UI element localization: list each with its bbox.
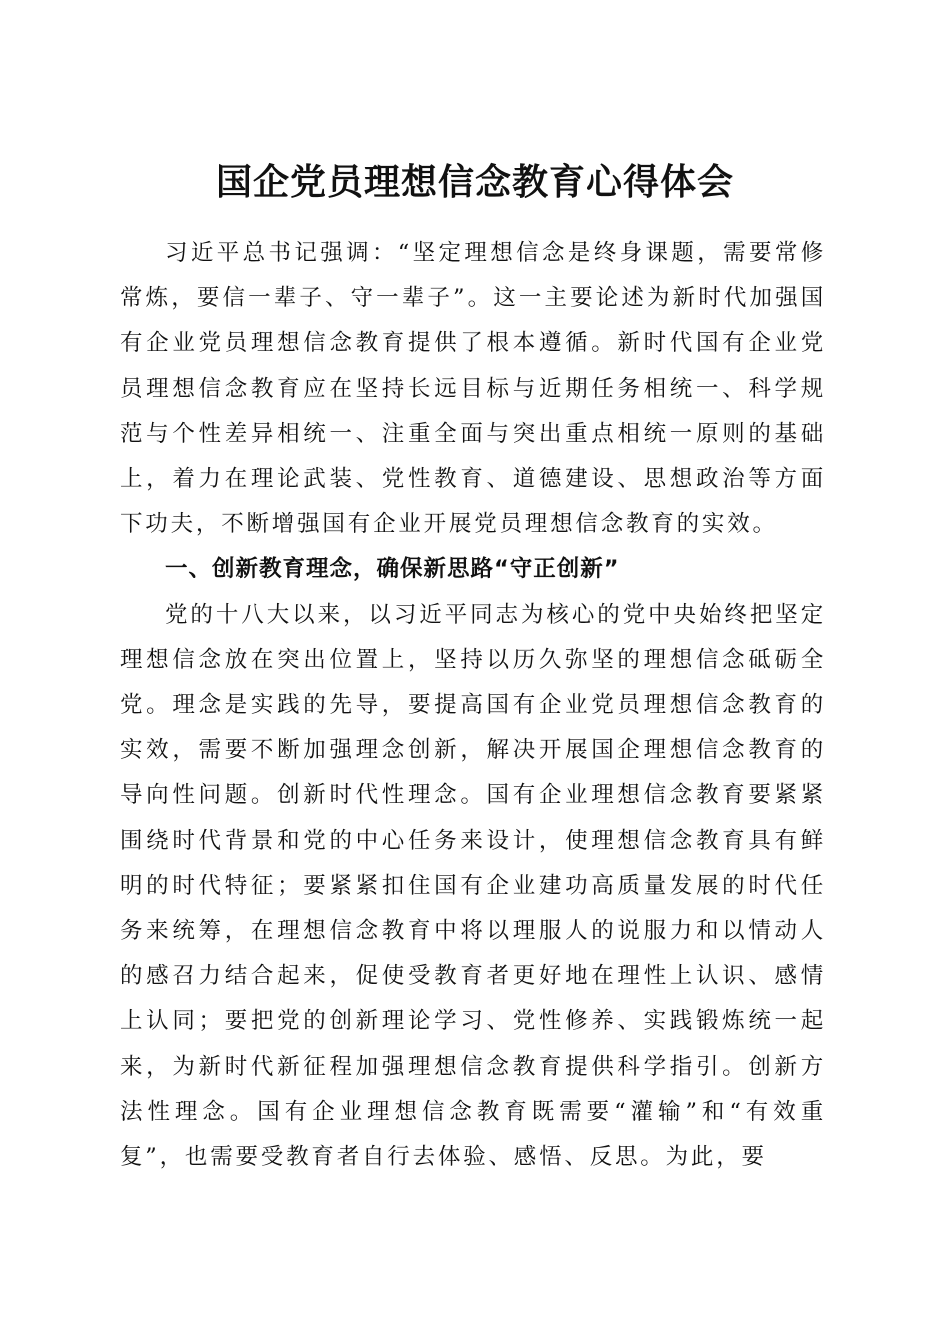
document-body — [120, 231, 826, 1180]
section-heading-1: 一、创新教育理念，确保新思路“守正创新” — [165, 556, 620, 583]
document-title: 国企党员理想信念教育心得体会 — [215, 161, 734, 204]
section-1-paragraph: 党的十八大以来，以习近平同志为核心的党中央始终把坚定理想信念放在突出位置上，坚持以历久弥坚的理想信念砥砺全党。理念是实践的先导，要提高国有企业党员理想信念教育的实效，需要不断加强理念创新，解决开展国企理想信念教育的导向性问题。创新时代性理念。国有企业理想信念教育要紧紧围绕时代背景和党的中心任务来设计，使理想信念教育具有鲜明的时代特征；要紧紧扣住国有企业建功高质量发展的时代任务来统筹，在理想信念教育中将以理服人的说服力和以情动人的感召力结合起来，促使受教育者更好地在理性上认识、感情上认同；要把党的创新理论学习、党性修养、实践锻炼统一起来，为新时代新征程加强理想信念教育提供科学指引。创新方法性理念。国有企业理想信念教育既需要“灌输”和“有效重复”，也需要受教育者自行去体验、感悟、反思。为此，要 — [120, 601, 826, 1171]
intro-paragraph: 习近平总书记强调：“坚定理想信念是终身课题，需要常修常炼，要信一辈子、守一辈子”。这一主要论述为新时代加强国有企业党员理想信念教育提供了根本遵循。新时代国有企业党员理想信念教育应在坚持长远目标与近期任务相统一、科学规范与个性差异相统一、注重全面与突出重点相统一原则的基础上，着力在理论武装、党性教育、道德建设、思想政治等方面下功夫，不断增强国有企业开展党员理想信念教育的实效。 — [120, 240, 826, 538]
